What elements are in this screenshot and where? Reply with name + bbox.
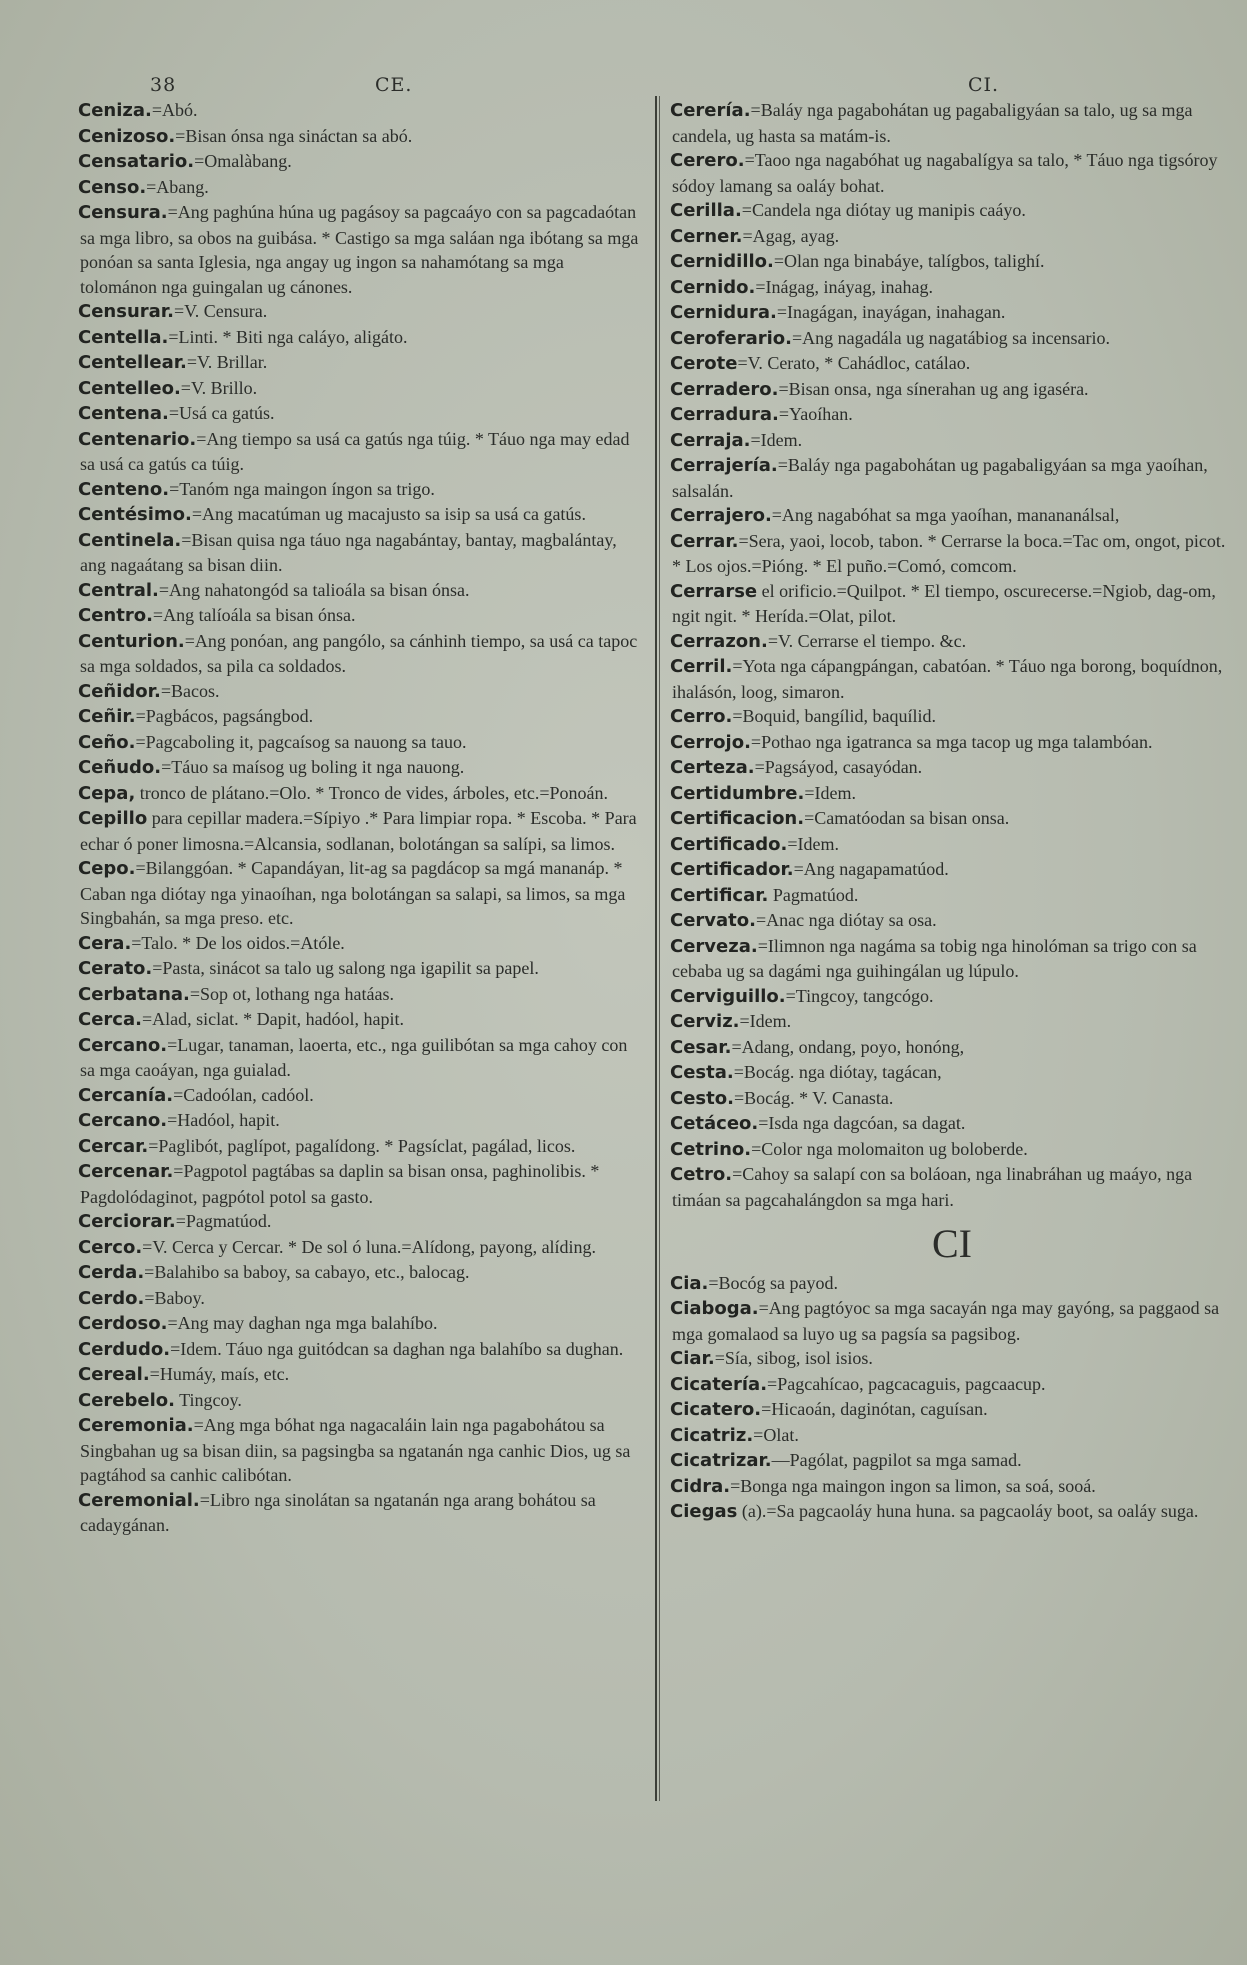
definition: =Yaoíhan. (778, 404, 853, 424)
dictionary-entry (672, 275, 1232, 301)
definition: =Camatóodan sa bisan onsa. (804, 808, 1010, 828)
definition: =Ang tiempo sa usá ca gatús nga túig. * Táuo nga may edad sa usá ca gatús ca túig. (80, 428, 630, 474)
definition: =V. Brillo. (180, 377, 258, 398)
definition: =Olat. (753, 1424, 799, 1445)
definition: =Bisan quisa nga táuo nga nagabántay, bantay, magbalántay, ang nagaátang sa bisan diin. (80, 529, 617, 575)
headword: Ceñidor. (78, 680, 161, 702)
definition: =Abang. (146, 176, 209, 197)
definition: =Bisan onsa, nga sínerahan ug ang igaséra. (778, 378, 1089, 399)
definition: =Yota nga cápangpángan, cabatóan. * Táuo nga borong, boquídnon, ihalásón, loog, simaron. (672, 656, 1223, 702)
definition: =Bocóg sa payod. (708, 1272, 839, 1293)
headword: Certificacion. (670, 808, 805, 829)
definition: =Color nga molomaiton ug boloberde. (751, 1138, 1028, 1159)
dictionary-entry (80, 502, 640, 528)
headword: Cepillo (78, 808, 148, 829)
definition: =Sía, sibog, isol isios. (714, 1348, 873, 1368)
dictionary-entry (80, 1159, 640, 1209)
headword: Centeno. (78, 478, 170, 500)
dictionary-entry (672, 249, 1232, 275)
dictionary-entry (80, 1260, 640, 1286)
headword: Cera. (78, 932, 132, 954)
dictionary-entry (672, 529, 1232, 579)
definition: =Olan nga binabáye, talígbos, talighí. (773, 251, 1045, 271)
definition: =Ang talíoála sa bisan ónsa. (152, 605, 356, 625)
definition: =Inágag, ináyag, inahag. (755, 276, 933, 297)
headword: Cernidillo. (670, 251, 774, 272)
dictionary-entry (80, 578, 640, 604)
dictionary-entry (672, 579, 1232, 629)
left-column (80, 98, 640, 1538)
dictionary-entry (672, 781, 1232, 807)
dictionary-entry (672, 1448, 1232, 1474)
headword: Cenizoso. (78, 125, 176, 147)
headword: Cercar. (78, 1135, 149, 1157)
headword: Cerro. (670, 706, 733, 727)
dictionary-entry (80, 427, 640, 477)
definition: =Bacos. (160, 680, 220, 701)
definition: =V. Cerca y Cercar. * De sol ó luna.=Alídong, payong, alíding. (142, 1236, 597, 1257)
definition: =Ang mga bóhat nga nagacaláin lain nga pagabohátou sa Singbahan ug sa bisan diin, sa pagsingba sa ngatanán nga canhic Dios, ug sa pagtáhod sa canhic calibótan. (80, 1415, 631, 1485)
dictionary-entry (672, 300, 1232, 326)
dictionary-entry (672, 1474, 1232, 1500)
definition: Tingcoy. (174, 1389, 242, 1410)
headword: Cercano. (78, 1034, 168, 1056)
dictionary-entry (80, 350, 640, 376)
definition: =Idem. Táuo nga guitódcan sa daghan nga balahíbo sa dughan. (170, 1338, 624, 1359)
headword: Cerca. (78, 1009, 142, 1030)
dictionary-entry (672, 1162, 1232, 1212)
definition: =Talo. * De los oidos.=Atóle. (131, 932, 345, 953)
dictionary-entry (80, 98, 640, 124)
dictionary-entry (672, 857, 1232, 883)
definition: =Bilanggóan. * Capandáyan, lit-ag sa pagdácop sa mgá mananáp. * Caban nga diótay nga yinaoíhan, nga bolotángan sa salapi, sa limos, sa mga Singbahán, sa mga preso. etc. (80, 858, 626, 928)
headword: Cidra. (670, 1475, 731, 1497)
headword: Centro. (78, 605, 153, 626)
definition: —Pagólat, pagpilot sa mga samad. (771, 1450, 1022, 1470)
definition: =Usá ca gatús. (168, 403, 275, 423)
dictionary-entry (672, 428, 1232, 454)
headword: Cerdoso. (78, 1313, 168, 1334)
headword: Cerdudo. (78, 1338, 171, 1360)
headword: Cervato. (670, 910, 756, 931)
headword: Cerner. (670, 225, 743, 247)
definition: =Isda nga dagcóan, sa dagat. (758, 1113, 966, 1133)
headword: Ceroferario. (670, 327, 792, 349)
left-running-head: CE. (375, 74, 413, 96)
dictionary-entry (80, 1209, 640, 1235)
dictionary-entry (80, 603, 640, 629)
headword: Cicatriz. (670, 1424, 754, 1446)
dictionary-entry (672, 1397, 1232, 1423)
definition: =Humáy, maís, etc. (149, 1364, 290, 1384)
dictionary-entry (672, 629, 1232, 655)
definition: =V. Censura. (173, 301, 268, 321)
definition: =Idem. (787, 833, 839, 854)
headword: Cerrar. (670, 530, 739, 552)
definition: =Abó. (151, 100, 198, 120)
definition: para cepillar madera.=Sípiyo .* Para limpiar ropa. * Escoba. * Para echar ó poner limosna.=Alcansia, sodlanan, bolotángan sa salípi, sa limos. (80, 808, 637, 854)
headword: Censurar. (78, 301, 174, 322)
dictionary-entry (672, 1346, 1232, 1372)
dictionary-entry (672, 1271, 1232, 1297)
dictionary-entry (80, 477, 640, 503)
headword: Cerradero. (670, 378, 779, 400)
headword: Cerero. (670, 150, 745, 171)
dictionary-entry (672, 934, 1232, 984)
dictionary-entry (672, 351, 1232, 377)
definition: =Boquid, bangílid, baquílid. (732, 706, 937, 726)
headword: Cerebelo. (78, 1389, 175, 1411)
dictionary-entry (672, 755, 1232, 781)
headword: Centésimo. (78, 504, 192, 525)
definition: =Sera, yaoi, locob, tabon. * Cerrarse la boca.=Tac om, ongot, picot. * Los ojos.=Pióng. * El puño.=Comó, comcom. (672, 530, 1226, 576)
dictionary-entry (80, 1337, 640, 1363)
dictionary-entry (80, 528, 640, 578)
definition: =Balahibo sa baboy, sa cabayo, etc., balocag. (144, 1262, 470, 1282)
headword: Cerveza. (670, 935, 758, 957)
definition: =Pasta, sinácot sa talo ug salong nga igapilit sa papel. (152, 958, 539, 978)
dictionary-entry (80, 1235, 640, 1261)
headword: Ciegas (670, 1501, 738, 1522)
definition: =Táuo sa maísog ug boling it nga nauong. (161, 757, 465, 777)
headword: Certificar. (670, 884, 769, 906)
headword: Ceñudo. (78, 757, 162, 778)
dictionary-entry (672, 1086, 1232, 1112)
dictionary-entry (672, 148, 1232, 198)
dictionary-entry (672, 1009, 1232, 1035)
column-divider-secondary (659, 96, 660, 1801)
definition: =Ang pagtóyoc sa mga sacayán nga may gayóng, sa paggaod sa mga gomalaod sa luyo ug sa pagsía sa pagsibog. (672, 1298, 1220, 1344)
headword: Cepa, (78, 782, 136, 804)
headword: Cerbatana. (78, 983, 190, 1005)
dictionary-entry (80, 1362, 640, 1388)
headword: Cerilla. (670, 200, 742, 221)
definition: =Ang nagabóhat sa mga yaoíhan, manananálsal, (771, 505, 1120, 525)
definition: =Baláy nga pagabohátan ug pagabaligyáan sa mga yaoíhan, salsalán. (672, 455, 1208, 501)
definition: =Pagpotol pagtábas sa daplin sa bisan onsa, paghinolibis. * Pagdolódaginot, pagpótol potol sa gasto. (80, 1161, 600, 1207)
definition: =Pagmatúod. (175, 1211, 272, 1231)
dictionary-entry (80, 1083, 640, 1109)
headword: Cereal. (78, 1364, 150, 1385)
headword: Certidumbre. (670, 782, 805, 804)
definition: =Pagbácos, pagsángbod. (135, 706, 314, 726)
dictionary-entry (80, 629, 640, 679)
headword: Cercenar. (78, 1161, 174, 1182)
dictionary-entry (80, 401, 640, 427)
definition: =Anac nga diótay sa osa. (755, 910, 937, 930)
headword: Centella. (78, 326, 169, 348)
dictionary-entry (672, 377, 1232, 403)
dictionary-entry (672, 908, 1232, 934)
dictionary-entry (80, 730, 640, 756)
headword: Cerviguillo. (670, 985, 786, 1007)
headword: Cetáceo. (670, 1113, 759, 1134)
definition: =Agag, ayag. (742, 225, 840, 246)
definition: =Lugar, tanaman, laoerta, etc., nga guilibótan sa mga cahoy con sa mga caoáyan, nga guialad. (80, 1034, 628, 1080)
definition: =Ang nahatongód sa talioála sa bisan ónsa. (158, 579, 470, 600)
dictionary-entry (80, 856, 640, 931)
dictionary-entry (672, 806, 1232, 832)
headword: Centurion. (78, 630, 185, 652)
headword: Ceremonia. (78, 1415, 194, 1436)
headword: Cepo. (78, 858, 136, 879)
dictionary-entry (80, 1007, 640, 1033)
definition: Pagmatúod. (768, 884, 859, 905)
dictionary-entry (80, 931, 640, 957)
definition: =Alad, siclat. * Dapit, hadóol, hapit. (141, 1009, 405, 1029)
dictionary-entry (672, 1060, 1232, 1086)
dictionary-entry (672, 1035, 1232, 1061)
headword: Censo. (78, 176, 147, 198)
headword: Cetro. (670, 1164, 733, 1185)
dictionary-entry (672, 1423, 1232, 1449)
definition: =V. Brillar. (186, 352, 268, 372)
dictionary-entry (80, 325, 640, 351)
headword: Cerraja. (670, 429, 751, 451)
definition: =Inagágan, inayágan, inahagan. (776, 302, 1006, 322)
headword: Ceremonial. (78, 1489, 200, 1511)
definition: =Omalàbang. (194, 151, 292, 171)
definition: =V. Cerato, * Cahádloc, catálao. (737, 353, 971, 373)
headword: Ciaboga. (670, 1298, 759, 1319)
headword: Censatario. (78, 151, 195, 172)
headword: Cerrarse (670, 580, 758, 602)
dictionary-entry (80, 376, 640, 402)
headword: Cercanía. (78, 1084, 174, 1106)
headword: Centellear. (78, 352, 187, 373)
definition: =Bonga nga maingon ingon sa limon, sa soá, sooá. (730, 1475, 1096, 1496)
headword: Cerrajería. (670, 455, 778, 476)
headword: Cicatero. (670, 1399, 762, 1420)
definition: =Baboy. (144, 1287, 205, 1308)
definition: =Ang nagapamatúod. (793, 859, 949, 879)
dictionary-entry (672, 1372, 1232, 1398)
dictionary-entry (80, 1413, 640, 1488)
dictionary-entry (80, 781, 640, 807)
headword: Cerrajero. (670, 505, 772, 526)
column-divider (655, 96, 657, 1801)
definition: =Pothao nga igatranca sa mga tacop ug mga talambóan. (750, 731, 1153, 752)
dictionary-entry (672, 654, 1232, 704)
headword: Cerradura. (670, 404, 779, 425)
definition: =Ang ponóan, ang pangólo, sa cánhinh tiempo, sa usá ca tapoc sa mga soldados, sa pila ca soldados. (80, 630, 638, 676)
definition: =Ang nagadála ug nagatábiog sa incensario. (791, 327, 1111, 348)
headword: Cia. (670, 1272, 709, 1294)
dictionary-entry (672, 704, 1232, 730)
headword: Cerote (670, 353, 738, 374)
definition: =V. Cerrarse el tiempo. &c. (767, 630, 967, 651)
dictionary-entry (672, 453, 1232, 503)
section-heading: CI (932, 1221, 972, 1266)
dictionary-entry (80, 175, 640, 201)
dictionary-entry (80, 956, 640, 982)
headword: Cesta. (670, 1062, 734, 1083)
headword: Cerrazon. (670, 630, 768, 652)
definition: =Pagcahícao, pagcacaguis, pagcaacup. (767, 1373, 1046, 1394)
dictionary-entry (80, 124, 640, 150)
headword: Cernidura. (670, 302, 777, 323)
dictionary-entry (672, 503, 1232, 529)
headword: Cetrino. (670, 1138, 752, 1160)
definition: =Bisan ónsa nga sináctan sa abó. (175, 125, 413, 146)
dictionary-entry (672, 984, 1232, 1010)
headword: Centinela. (78, 529, 182, 551)
dictionary-entry (672, 326, 1232, 352)
headword: Centelleo. (78, 377, 181, 399)
definition: tronco de plátano.=Olo. * Tronco de vides, árboles, etc.=Ponoán. (135, 782, 609, 803)
headword: Cernido. (670, 276, 756, 298)
definition: =Ang macatúman ug macajusto sa isip sa usá ca gatús. (191, 504, 586, 524)
headword: Cicatrizar. (670, 1450, 772, 1471)
headword: Cerda. (78, 1262, 145, 1283)
headword: Ceniza. (78, 100, 152, 121)
headword: Centenario. (78, 428, 197, 450)
dictionary-entry (80, 982, 640, 1008)
dictionary-entry (672, 730, 1232, 756)
headword: Ceño. (78, 731, 136, 753)
definition: (a).=Sa pagcaoláy huna huna. sa pagcaoláy boot, sa oaláy suga. (737, 1501, 1199, 1521)
definition: =Idem. (750, 429, 803, 450)
dictionary-entry (80, 1311, 640, 1337)
dictionary-entry (80, 1488, 640, 1538)
headword: Central. (78, 579, 159, 601)
definition: =Ilimnon nga nagáma sa tobig nga hinolóman sa trigo con sa cebaba ug sa dagámi nga guihingálan ug lúpulo. (672, 935, 1197, 981)
definition: =Tanóm nga maingon íngon sa trigo. (169, 478, 435, 499)
headword: Cerería. (670, 100, 751, 121)
definition: el orificio.=Quilpot. * El tiempo, oscurecerse.=Ngiob, dag-om, ngit ngit. * Herída.=Olat, pilot. (672, 580, 1216, 626)
dictionary-entry (672, 98, 1232, 148)
headword: Cerco. (78, 1236, 143, 1258)
dictionary-entry (80, 1286, 640, 1312)
headword: Cesto. (670, 1087, 734, 1109)
page-number: 38 (150, 74, 177, 96)
dictionary-entry (80, 299, 640, 325)
definition: =Bocág. nga diótay, tagácan, (733, 1062, 942, 1082)
headword: Cerviz. (670, 1011, 740, 1032)
headword: Cerrojo. (670, 731, 751, 753)
dictionary-entry (672, 402, 1232, 428)
definition: =Pagsáyod, casayódan. (754, 757, 923, 777)
dictionary-entry (80, 1388, 640, 1414)
definition: =Idem. (804, 782, 856, 803)
headword: Cerciorar. (78, 1211, 176, 1232)
headword: Cercano. (78, 1110, 168, 1131)
dictionary-entry (672, 1499, 1232, 1525)
definition: =Cahoy sa salapí con sa boláoan, nga linabráhan ug maáyo, nga timáan sa pagcahalángdon sa mga hari. (672, 1164, 1193, 1210)
dictionary-entry (80, 1134, 640, 1160)
dictionary-entry (80, 704, 640, 730)
dictionary-entry (672, 832, 1232, 858)
headword: Cerdo. (78, 1287, 145, 1309)
definition: =Pagcaboling it, pagcaísog sa nauong sa tauo. (135, 731, 467, 752)
headword: Censura. (78, 202, 168, 223)
dictionary-entry (80, 1108, 640, 1134)
definition: =Ang may daghan nga mga balahíbo. (167, 1313, 438, 1333)
definition: =Bocág. * V. Canasta. (733, 1087, 894, 1108)
headword: Cerato. (78, 958, 153, 979)
definition: =Taoo nga nagabóhat ug nagabalígya sa talo, * Táuo nga tigsóroy sódoy lamang sa oaláy bohat. (672, 150, 1218, 196)
dictionary-entry (80, 200, 640, 299)
definition: =Cadoólan, cadóol. (173, 1084, 314, 1105)
headword: Ceñir. (78, 706, 136, 727)
right-column (672, 98, 1232, 1525)
dictionary-entry (80, 679, 640, 705)
dictionary-entry (672, 224, 1232, 250)
definition: =Adang, ondang, poyo, honóng, (731, 1036, 965, 1057)
definition: =Libro nga sinolátan sa ngatanán nga arang bohátou sa cadaygánan. (80, 1489, 596, 1535)
headword: Certificador. (670, 859, 794, 880)
dictionary-entry (80, 806, 640, 856)
definition: =Baláy nga pagabohátan ug pagabaligyáan sa talo, ug sa mga candela, ug hasta sa matám-is. (672, 100, 1193, 146)
dictionary-entry (672, 1137, 1232, 1163)
dictionary-entry (80, 149, 640, 175)
headword: Cerril. (670, 656, 733, 677)
headword: Cicatería. (670, 1373, 768, 1395)
definition: =Idem. (739, 1011, 792, 1031)
definition: =Sop ot, lothang nga hatáas. (189, 983, 395, 1004)
headword: Cesar. (670, 1036, 732, 1058)
headword: Certificado. (670, 833, 788, 855)
dictionary-entry (672, 883, 1232, 909)
definition: =Tingcoy, tangcógo. (785, 985, 934, 1006)
definition: =Paglibót, paglípot, pagalídong. * Pagsíclat, pagálad, licos. (148, 1135, 576, 1156)
definition: =Candela nga diótay ug manipis caáyo. (741, 200, 1026, 220)
dictionary-entry (80, 755, 640, 781)
definition: =Linti. * Biti nga caláyo, aligáto. (168, 326, 408, 347)
headword: Ciar. (670, 1348, 715, 1369)
definition: =Ang paghúna húna ug pagásoy sa pagcaáyo con sa pagcadaótan sa mga libro, sa obos na guibása. * Castigo sa mga saláan nga ibótang sa mga ponóan sa santa Iglesia, nga angay ug ingon sa nahamótang sa mga tolománon nga guingalan ug cánones. (80, 202, 639, 297)
dictionary-entry (672, 198, 1232, 224)
headword: Centena. (78, 403, 169, 424)
dictionary-entry (672, 1296, 1232, 1346)
right-running-head: CI. (968, 74, 1000, 96)
definition: =Hadóol, hapit. (167, 1110, 280, 1130)
dictionary-entry (672, 1111, 1232, 1137)
headword: Certeza. (670, 757, 755, 778)
definition: =Hicaoán, daginótan, caguísan. (761, 1399, 988, 1419)
dictionary-entry (80, 1033, 640, 1083)
